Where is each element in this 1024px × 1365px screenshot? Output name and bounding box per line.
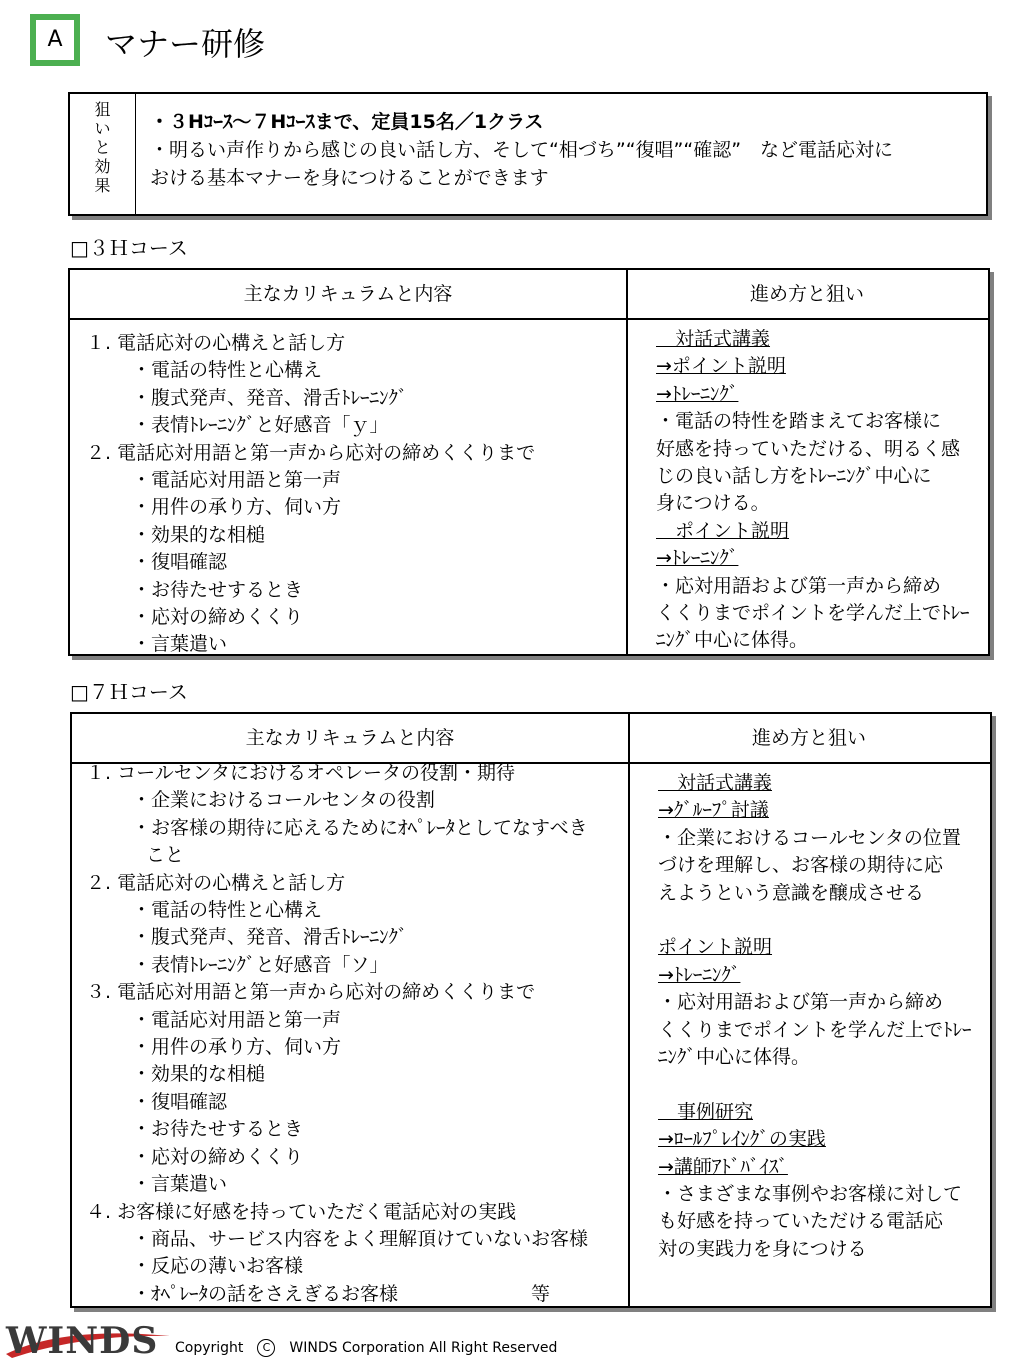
list-item: づけを理解し、お客様の期待に応 — [658, 854, 944, 877]
list-item: ・復唱確認 — [132, 551, 228, 574]
list-item: えようという意識を醸成させる — [658, 881, 925, 904]
aim-label-char: 狙 — [94, 100, 111, 119]
list-item: ・応対の締めくくり — [132, 1145, 304, 1168]
list-item: ２. 電話応対の心構えと話し方 — [86, 871, 346, 894]
list-item: ・言葉遣い — [132, 633, 228, 656]
list-item: じの良い話し方をﾄﾚｰﾆﾝｸﾞ中心に — [656, 465, 932, 488]
list-item: ・表情ﾄﾚｰﾆﾝｸﾞと好感音「ｙ」 — [132, 414, 389, 437]
list-item: ・言葉遣い — [132, 1173, 228, 1196]
list-item: ・お待たせするとき — [132, 1118, 304, 1141]
list-item: ３. 電話応対用語と第一声から応対の締めくくりまで — [86, 981, 536, 1004]
list-item: ・電話の特性と心構え — [132, 359, 323, 382]
header-method: 進め方と狙い — [751, 727, 866, 749]
page-title: マナー研修 — [105, 25, 266, 63]
list-item: 対話式講義 — [658, 772, 773, 794]
list-item: ・お客様の期待に応えるためにｵﾍﾟﾚｰﾀとしてなすべき — [132, 816, 588, 839]
list-item: 好感を持っていただける、明るく感 — [656, 437, 961, 460]
list-item: ・用件の承り方、伺い方 — [132, 1036, 342, 1059]
list-item: も好感を持っていただける電話応 — [658, 1210, 944, 1233]
copyright-text: WINDS Corporation All Right Reserved — [289, 1340, 558, 1356]
method-list — [658, 770, 972, 1263]
list-item: ・応対の締めくくり — [132, 606, 304, 629]
list-item: ・復唱確認 — [132, 1090, 228, 1113]
list-item: ・商品、サービス内容をよく理解頂けていないお客様 — [132, 1227, 589, 1250]
list-item: 対の実践力を身につける — [658, 1237, 867, 1260]
aim-label-char: 果 — [94, 176, 111, 195]
company-logo: WINDS — [6, 1320, 159, 1362]
aim-box — [68, 92, 988, 216]
list-item: ・企業におけるコールセンタの位置 — [658, 826, 961, 849]
list-item: ・腹式発声、発音、滑舌ﾄﾚｰﾆﾝｸﾞ — [132, 386, 408, 409]
list-item: ・効果的な相槌 — [132, 1063, 266, 1086]
table-header — [70, 270, 988, 320]
curriculum-list — [86, 330, 535, 659]
course-7h-label: □７Ｈコース — [70, 680, 188, 704]
list-item: ・電話応対用語と第一声 — [132, 469, 342, 492]
list-item: ・企業におけるコールセンタの役割 — [132, 789, 435, 812]
list-item: １. コールセンタにおけるオペレータの役割・期待 — [86, 762, 515, 784]
list-item: ポイント説明 — [656, 519, 790, 542]
list-item: 対話式講義 — [656, 328, 771, 350]
list-item: →ﾄﾚｰﾆﾝｸﾞ — [658, 963, 741, 986]
list-item: ・腹式発声、発音、滑舌ﾄﾚｰﾆﾝｸﾞ — [132, 926, 408, 949]
list-item: １. 電話応対の心構えと話し方 — [86, 332, 346, 354]
list-item: ・用件の承り方、伺い方 — [132, 496, 342, 519]
course-3h-label: □３Ｈコース — [70, 236, 188, 260]
list-item: 事例研究 — [658, 1100, 754, 1123]
table-header — [72, 714, 990, 764]
header-curriculum: 主なカリキュラムと内容 — [245, 727, 455, 749]
list-item: 身につける。 — [656, 492, 770, 515]
aim-line: ・明るい声作りから感じの良い話し方、そして“相づち”“復唱”“確認” など電話応対に — [150, 139, 894, 161]
list-item: ・表情ﾄﾚｰﾆﾝｸﾞと好感音「ソ」 — [132, 953, 389, 976]
list-item: ２. 電話応対用語と第一声から応対の締めくくりまで — [86, 441, 536, 464]
list-item: →講師ｱﾄﾞﾊﾞｲｽﾞ — [658, 1155, 788, 1178]
aim-label-char: 効 — [94, 157, 111, 176]
list-item: →ポイント説明 — [656, 355, 786, 378]
course-3h-table — [68, 268, 990, 656]
column-divider — [626, 270, 628, 654]
column-divider — [628, 714, 630, 1306]
header-curriculum: 主なカリキュラムと内容 — [243, 283, 453, 305]
list-item: ・応対用語および第一声から締め — [656, 574, 942, 597]
list-item: ・電話応対用語と第一声 — [132, 1008, 342, 1031]
list-item: ﾆﾝｸﾞ中心に体得。 — [656, 629, 809, 652]
list-item: ・効果的な相槌 — [132, 523, 266, 546]
list-item: →ﾛｰﾙﾌﾟﾚｲﾝｸﾞの実践 — [658, 1128, 826, 1151]
copyright — [175, 1338, 557, 1358]
list-item: くくりまでポイントを学んだ上でﾄﾚｰ — [658, 1018, 972, 1041]
section-badge: A — [30, 14, 80, 66]
list-item: →ﾄﾚｰﾆﾝｸﾞ — [656, 382, 739, 405]
copyright-prefix: Copyright — [175, 1340, 244, 1356]
copyright-icon: C — [257, 1339, 275, 1357]
list-item: ﾆﾝｸﾞ中心に体得。 — [658, 1046, 811, 1069]
aim-label-char: と — [94, 138, 111, 157]
list-item: →ｸﾞﾙｰﾌﾟ討議 — [658, 799, 769, 822]
aim-label — [70, 94, 136, 214]
list-item — [658, 1071, 972, 1098]
list-item: ４. お客様に好感を持っていただく電話応対の実践 — [86, 1200, 517, 1223]
list-item: くくりまでポイントを学んだ上でﾄﾚｰ — [656, 602, 970, 625]
list-item: ・ｵﾍﾟﾚｰﾀの話をさえぎるお客様 等 — [132, 1282, 551, 1305]
aim-label-char: い — [94, 119, 111, 138]
aim-line: おける基本マナーを身につけることができます — [150, 167, 549, 189]
list-item — [658, 907, 972, 934]
list-item: ・お待たせするとき — [132, 578, 304, 601]
aim-text — [150, 108, 976, 192]
course-7h-table — [70, 712, 992, 1308]
aim-line: ・３Hｺｰｽ～７Hｺｰｽまで、定員15名／1クラス — [150, 111, 544, 133]
list-item: ・電話の特性と心構え — [132, 899, 323, 922]
method-list — [656, 326, 970, 655]
list-item: ・応対用語および第一声から締め — [658, 991, 944, 1014]
list-item: ・さまざまな事例やお客様に対して — [658, 1183, 963, 1206]
list-item: こと — [146, 844, 185, 867]
header-method: 進め方と狙い — [749, 283, 864, 305]
curriculum-list — [86, 760, 588, 1308]
list-item: ・電話の特性を踏まえてお客様に — [656, 410, 942, 433]
list-item: ・反応の薄いお客様 — [132, 1255, 304, 1278]
list-item: →ﾄﾚｰﾆﾝｸﾞ — [656, 547, 739, 570]
list-item: ポイント説明 — [658, 936, 773, 959]
